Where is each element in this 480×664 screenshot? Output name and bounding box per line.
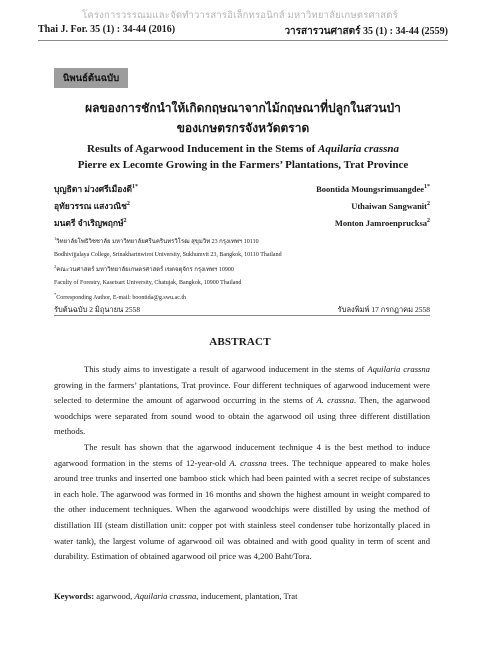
header-divider [38, 40, 448, 41]
abstract-paragraph-1: This study aims to investigate a result of agarwood inducement in the stems of Aquilaria crassna growing in the farmers’ plantations, Trat province. Four different techniques of agarwood inducement were selected to determine the amount of agarwood occurring in the stems of A. crassna. Then, the agarwood woodchips were separated from sound wood to obtain the agarwood oil using three different distillation methods. [54, 364, 430, 437]
title-english-text: Results of Agarwood Inducement in the Stems of [87, 143, 318, 155]
received-date: รับต้นฉบับ 2 มิถุนายน 2558 [54, 305, 141, 314]
title-english-line-1 [38, 141, 448, 157]
article-type-badge: นิพนธ์ต้นฉบับ [54, 68, 128, 88]
dates-divider [54, 315, 430, 316]
author-name-english: Boontida Moungsrimuangdee$^{1*}$ [316, 183, 430, 194]
affiliations [54, 233, 434, 305]
title-species-name: Aquilaria crassna [318, 143, 399, 155]
keywords-label: Keywords: [54, 591, 95, 601]
corresponding-author: *Corresponding Author, E-mail: boontida@g.swu.ac.th [54, 292, 187, 301]
author-row [54, 180, 430, 197]
abstract-heading: ABSTRACT [209, 336, 271, 348]
affiliation-2-thai: $^2$คณะวนศาสตร์ มหาวิทยาลัยเกษตรศาสตร์ เขตจตุจักร กรุงเทพฯ 10900 [54, 264, 234, 273]
title-thai-line-2: ของเกษตรกรจังหวัดตราด [176, 121, 310, 135]
title-thai [38, 98, 448, 138]
affiliation-1-thai: $^1$วิทยาลัยโพธิวิชชาลัย มหาวิทยาลัยศรีนครินทรวิโรฒ สุขุมวิท 23 กรุงเทพฯ 10110 [54, 236, 259, 245]
keywords-line: Keywords: agarwood, Aquilaria crassna, inducement, plantation, Trat [54, 591, 298, 601]
abstract-paragraph-2: The result has shown that the agarwood inducement technique 4 is the best method to induce agarwood formation in the stems of 12-year-old A. crassna trees. The technique appeared to make holes around tree trunks and inserted one bamboo stick which had been painted with a secret recipe of substances in each hole. The agarwood was formed in 16 months and shown the highest amount in weight compared to the other inducement techniques. When the agarwood woodchips were distilled by using the method of distillation III (steam distillation unit: copper pot with stainless steel condenser tube horizontally placed in water tank), the largest volume of agarwood oil was obtained and with good quality in term of scent and durability. Estimation of obtained agarwood oil price was 4,200 Baht/Tora. [54, 441, 430, 562]
title-english-line-2: Pierre ex Lecomte Growing in the Farmers’ Plantations, Trat Province [77, 159, 409, 171]
journal-header [38, 24, 448, 39]
keyword-species: Aquilaria crassna [134, 591, 197, 601]
title-english [38, 141, 448, 173]
journal-citation-th: วารสารวนศาสตร์ 35 (1) : 34-44 (2559) [284, 26, 448, 37]
author-row [54, 197, 430, 214]
abstract-body [54, 362, 430, 565]
watermark-text: โครงการวรรณมและจัดทำวารสารอิเล็กทรอนิกส์ มหาวิทยาลัยเกษตรศาสตร์ [82, 11, 398, 21]
author-name-thai: มนตรี จำเริญพฤกษ์$^2$ [54, 217, 127, 228]
journal-citation-en: Thai J. For. 35 (1) : 34-44 (2016) [38, 24, 176, 35]
author-row [54, 214, 430, 231]
author-name-english: Monton Jamroenprucksa$^2$ [334, 217, 430, 228]
title-thai-line-1: ผลของการชักนำให้เกิดกฤษณาจากไม้กฤษณาที่ปลูกในสวนป่า [85, 101, 401, 115]
author-name-thai: บุญธิดา ม่วงศรีเมืองดี$^{1*}$ [54, 183, 139, 194]
affiliation-2-english: Faculty of Forestry, Kasetsart University, Chatujak, Bangkok, 10900 Thailand [54, 279, 242, 286]
affiliation-1-english: Bodhivijjalaya College, Srinakharinwirot University, Sukhumvit 23, Bangkok, 10110 Thailand [54, 251, 282, 258]
author-list [54, 180, 430, 230]
author-name-thai: อุทัยวรรณ แสงวณิช$^2$ [54, 200, 130, 211]
author-name-english: Uthaiwan Sangwanit$^2$ [351, 200, 430, 211]
accepted-date: รับลงพิมพ์ 17 กรกฎาคม 2558 [337, 305, 430, 314]
